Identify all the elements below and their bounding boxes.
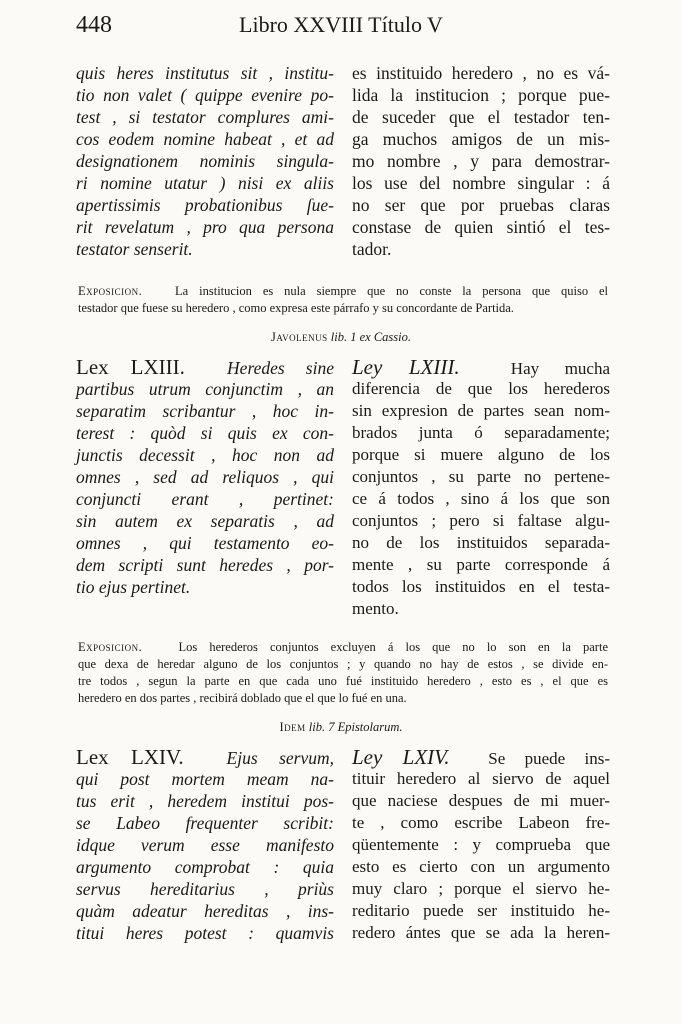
note-line: La institucion es nula siempre que no conste la persona que quiso el (175, 284, 609, 298)
text-line: conjuntos ; pero si faltase algu- (352, 511, 610, 530)
text-line: tituir heredero al siervo de aquel (352, 769, 610, 788)
text-line: es instituido heredero , no es vá- (352, 63, 610, 83)
text-line: titui heres potest : quamvis (76, 923, 334, 943)
text-line: redero ántes que se ada la heren- (352, 923, 610, 942)
text-line: los use del nombre singular : á (352, 173, 610, 193)
text-line: omnes , qui testamento eo- (76, 533, 334, 553)
text-line: ri nomine utatur ) nisi ex aliis (76, 173, 334, 193)
citation-2 (0, 720, 682, 735)
text-line: no ser que por pruebas claras (352, 195, 610, 215)
note-line: tre todos , segun la parte en que cada uno fué instituido heredero , esto es , el que es (78, 674, 608, 688)
citation-author: Javolenus (270, 330, 328, 344)
text-line: partibus utrum conjunctim , an (76, 379, 334, 399)
note-label: Exposicion. (78, 284, 143, 298)
text-line: mento. (352, 599, 399, 618)
spanish-column-3 (352, 746, 610, 944)
note-line: heredero en dos partes , recibirá doblado que el que lo fué en una. (78, 691, 407, 705)
text-line: muy claro ; porque el siervo he- (352, 879, 610, 898)
law-heading: Lex LXIII. (76, 355, 185, 379)
text-line: de suceder que el testador ten- (352, 107, 610, 127)
text-line: servus hereditarius , priùs (76, 879, 334, 899)
spanish-column-1 (352, 62, 610, 260)
citation-source: lib. 1 ex Cassio. (330, 330, 412, 344)
text-line: apertissimis probationibus ſue- (76, 195, 334, 215)
note-line: Los herederos conjuntos excluyen á los que no lo son en la parte (178, 640, 608, 654)
text-line: constase de quien sintió el tes- (352, 217, 610, 237)
text-line: terest : quòd si quis ex con- (76, 423, 334, 443)
text-line: tus erit , heredem institui pos- (76, 791, 334, 811)
text-line: quis heres institutus sit , institu- (76, 63, 334, 83)
text-line: sin autem ex separatis , ad (76, 511, 334, 531)
text-line: testator senserit. (76, 239, 193, 259)
note-line: que dexa de heredar alguno de los conjuntos ; y quando no hay de estos , se divide en- (78, 657, 608, 671)
text-line: test , si testator complures ami- (76, 107, 334, 127)
text-line: esto es cierto con un argumento (352, 857, 610, 876)
law-heading: Lex LXIV. (76, 745, 184, 769)
text-line: qüentemente : y comprueba que (352, 835, 610, 854)
citation-source: lib. 7 Epistolarum. (308, 720, 403, 734)
text-line: ga muchos amigos de un mis- (352, 129, 610, 149)
page-number: 448 (76, 12, 112, 38)
text-line: se Labeo frequenter scribit: (76, 813, 334, 833)
exposition-note-1 (78, 283, 608, 317)
text-line: todos los instituidos en el testa- (352, 577, 610, 596)
law-heading-text: Se puede ins- (488, 749, 611, 768)
spanish-body-3 (352, 768, 610, 944)
latin-column-1 (76, 62, 334, 260)
text-line: diferencia de que los herederos (352, 379, 610, 398)
text-line: qui post mortem meam na- (76, 769, 334, 789)
text-line: tio ejus pertinet. (76, 577, 191, 597)
text-line: mente , su parte corresponde á (352, 555, 610, 574)
text-line: tador. (352, 239, 392, 259)
text-line: porque si muere alguno de los (352, 445, 610, 464)
latin-column-3 (76, 746, 334, 944)
text-line: mo nombre , y para demostrar- (352, 151, 610, 171)
text-line: tio non valet ( quippe evenire po- (76, 85, 334, 105)
law-heading-text: Heredes sine (227, 358, 334, 378)
text-line: separatim scribantur , hoc in- (76, 401, 334, 421)
text-line: dem scripti sunt heredes , por- (76, 555, 334, 575)
running-title: Libro XXVIII Título V (239, 12, 443, 37)
citation-author: Idem (279, 720, 306, 734)
text-line: argumento comprobat : quia (76, 857, 334, 877)
text-line: sin expresion de partes sean nom- (352, 401, 610, 420)
latin-body-3 (76, 768, 334, 944)
latin-column-2 (76, 356, 334, 598)
latin-body-2 (76, 378, 334, 598)
spanish-column-2 (352, 356, 610, 620)
law-heading-text: Hay mucha (510, 359, 611, 378)
note-line: testador que fuese su heredero , como expresa este párrafo y su concordante de Partida. (78, 301, 514, 315)
text-line: conjuncti erant , pertinet: (76, 489, 334, 509)
exposition-note-2 (78, 639, 608, 707)
note-label: Exposicion. (78, 640, 143, 654)
law-heading: Ley LXIII. (352, 355, 460, 379)
text-line: designationem nominis singula- (76, 151, 334, 171)
citation-1 (0, 330, 682, 345)
text-line: te , como escribe Labeon fre- (352, 813, 610, 832)
law-heading-text: Ejus servum, (226, 748, 334, 768)
text-line: quàm adeatur hereditas , ins- (76, 901, 334, 921)
text-line: que naciese despues de mi muer- (352, 791, 610, 810)
text-line: cos eodem nomine habeat , et ad (76, 129, 334, 149)
text-line: junctis decessit , hoc non ad (76, 445, 334, 465)
text-line: ce á todos , sino á los que son (352, 489, 610, 508)
text-line: reditario puede ser instituido he- (352, 901, 610, 920)
text-line: idque verum esse manifesto (76, 835, 334, 855)
text-line: no de los instituidos separada- (352, 533, 610, 552)
text-line: conjuntos , su parte no pertene- (352, 467, 610, 486)
spanish-body-2 (352, 378, 610, 620)
text-line: rit revelatum , pro qua persona (76, 217, 334, 237)
law-heading: Ley LXIV. (352, 745, 450, 769)
text-line: lida la institucion ; porque pue- (352, 85, 610, 105)
text-line: omnes , sed ad reliquos , qui (76, 467, 334, 487)
text-line: brados junta ó separadamente; (352, 423, 610, 442)
